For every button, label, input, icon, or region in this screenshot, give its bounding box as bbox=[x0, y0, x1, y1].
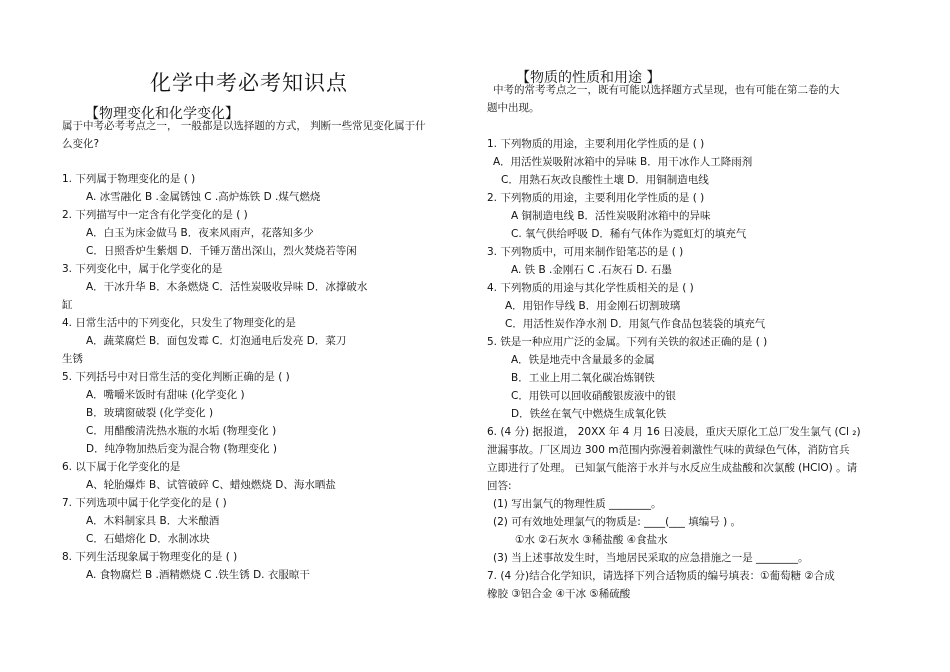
text-line: C．日照香炉生紫烟 D．千锤万凿出深山，烈火焚烧若等闲 bbox=[86, 245, 357, 257]
text-line: 5. 铁是一种应用广泛的金属。下列有关铁的叙述正确的是 ( ) bbox=[487, 336, 768, 348]
text-line: 7. (4 分)结合化学知识，请选择下列合适物质的编号填表：①葡萄糖 ②合成 bbox=[487, 570, 835, 582]
text-line: A．铁是地壳中含量最多的金属 bbox=[511, 354, 655, 366]
text-line: 立即进行了处理。 已知氯气能溶于水并与水反应生成盐酸和次氯酸 (HClO) 。请 bbox=[487, 462, 858, 474]
text-line: 1. 下列属于物理变化的是 ( ) bbox=[62, 173, 196, 185]
text-line: 6. 以下属于化学变化的是 bbox=[62, 461, 181, 473]
text-line: A．干冰升华 B．木条燃烧 C．活性炭吸收异味 D．冰撑破水 bbox=[86, 281, 368, 293]
text-line: 回答: bbox=[487, 480, 512, 492]
text-line: A．用铝作导线 B．用金刚石切割玻璃 bbox=[505, 300, 681, 312]
text-line: C．用熟石灰改良酸性土壤 D．用铜制造电线 bbox=[501, 174, 709, 186]
text-line: 2. 下列物质的用途，主要利用化学性质的是 ( ) bbox=[487, 192, 705, 204]
text-line: C．用铁可以回收硝酸银废液中的银 bbox=[511, 390, 676, 402]
text-line: 缸 bbox=[62, 299, 73, 311]
text-line: A．嘴嚼米饭时有甜味 (化学变化 ) bbox=[86, 389, 245, 401]
text-line: A．蔬菜腐烂 B．面包发霉 C．灯泡通电后发亮 D．菜刀 bbox=[86, 335, 347, 347]
section-title-left: 【物理变化和化学变化】 bbox=[85, 106, 239, 122]
text-line: 么变化? bbox=[62, 138, 100, 150]
text-line: 3. 下列变化中，属于化学变化的是 bbox=[62, 263, 223, 275]
page-title: 化学中考必考知识点 bbox=[150, 71, 348, 95]
text-line: A 铜制造电线 B．活性炭吸附冰箱中的异味 bbox=[511, 210, 711, 222]
text-line: D．铁丝在氧气中燃烧生成氧化铁 bbox=[511, 408, 667, 420]
text-line: (2) 可有效地处理氯气的物质是: ____(___ 填编号 ) 。 bbox=[493, 516, 742, 528]
text-line: A．用活性炭吸附冰箱中的异味 B．用干冰作人工降雨剂 bbox=[493, 156, 753, 168]
text-line: B．工业上用二氧化碳冶炼钢铁 bbox=[511, 372, 655, 384]
text-line: A、轮胎爆炸 B、试管破碎 C、蜡烛燃烧 D、海水晒盐 bbox=[86, 479, 336, 491]
text-line: (1) 写出氯气的物理性质 ________。 bbox=[493, 498, 662, 510]
text-line: (3) 当上述事故发生时，当地居民采取的应急措施之一是 ________。 bbox=[493, 552, 809, 564]
text-line: 7. 下列选项中属于化学变化的是 ( ) bbox=[62, 497, 227, 509]
text-line: C. 氧气供给呼吸 D．稀有气体作为霓虹灯的填充气 bbox=[511, 228, 747, 240]
text-line: 4. 日常生活中的下列变化，只发生了物理变化的是 bbox=[62, 317, 296, 329]
text-line: 泄漏事故。厂区周边 300 m范围内弥漫着刺激性气味的黄绿色气体，消防官兵 bbox=[487, 444, 850, 456]
text-line: A．白玉为床金做马 B．夜来风雨声，花落知多少 bbox=[86, 227, 314, 239]
text-line: 5. 下列括号中对日常生活的变化判断正确的是 ( ) bbox=[62, 371, 290, 383]
text-line: A．木料制家具 B．大米酿酒 bbox=[86, 515, 220, 527]
text-line: 属于中考必考考点之一， 一般都是以选择题的方式， 判断一些常见变化属于什 bbox=[62, 120, 426, 132]
text-line: 8. 下列生活现象属于物理变化的是 ( ) bbox=[62, 551, 238, 563]
text-line: A. 铁 B .金刚石 C .石灰石 D. 石墨 bbox=[511, 264, 672, 276]
text-line: 2. 下列描写中一定含有化学变化的是 ( ) bbox=[62, 209, 248, 221]
text-line: C．石蜡熔化 D．水制冰块 bbox=[86, 533, 210, 545]
text-line: 生锈 bbox=[62, 353, 83, 365]
section-title-right: 【物质的性质和用途 】 bbox=[516, 70, 661, 86]
text-line: 4. 下列物质的用途与其化学性质相关的是 ( ) bbox=[487, 282, 694, 294]
text-line: A. 食物腐烂 B .酒精燃烧 C .铁生锈 D. 衣服晾干 bbox=[86, 569, 310, 581]
text-line: C．用活性炭作净水剂 D．用氮气作食品包装袋的填充气 bbox=[505, 318, 766, 330]
text-line: D．纯净物加热后变为混合物 (物理变化 ) bbox=[86, 443, 277, 455]
text-line: ①水 ②石灰水 ③稀盐酸 ④食盐水 bbox=[515, 534, 668, 546]
text-line: C．用醋酸清洗热水瓶的水垢 (物理变化 ) bbox=[86, 425, 277, 437]
text-line: 1. 下列物质的用途，主要利用化学性质的是 ( ) bbox=[487, 138, 705, 150]
text-line: B．玻璃窗破裂 (化学变化 ) bbox=[86, 407, 214, 419]
text-line: 中考的常考考点之一，既有可能以选择题方式呈现，也有可能在第二卷的大 bbox=[493, 84, 840, 96]
text-line: 3. 下列物质中，可用来制作铅笔芯的是 ( ) bbox=[487, 246, 684, 258]
text-line: 6. (4 分) 据报道， 20XX 年 4 月 16 日凌晨，重庆天原化工总厂发生氯气 (Cl ₂) bbox=[487, 426, 861, 438]
text-line: 题中出现。 bbox=[487, 102, 540, 114]
text-line: 橡胶 ③铝合金 ④干冰 ⑤稀硫酸 bbox=[487, 588, 631, 600]
text-line: A. 冰雪融化 B .金属锈蚀 C .高炉炼铁 D .煤气燃烧 bbox=[86, 191, 321, 203]
